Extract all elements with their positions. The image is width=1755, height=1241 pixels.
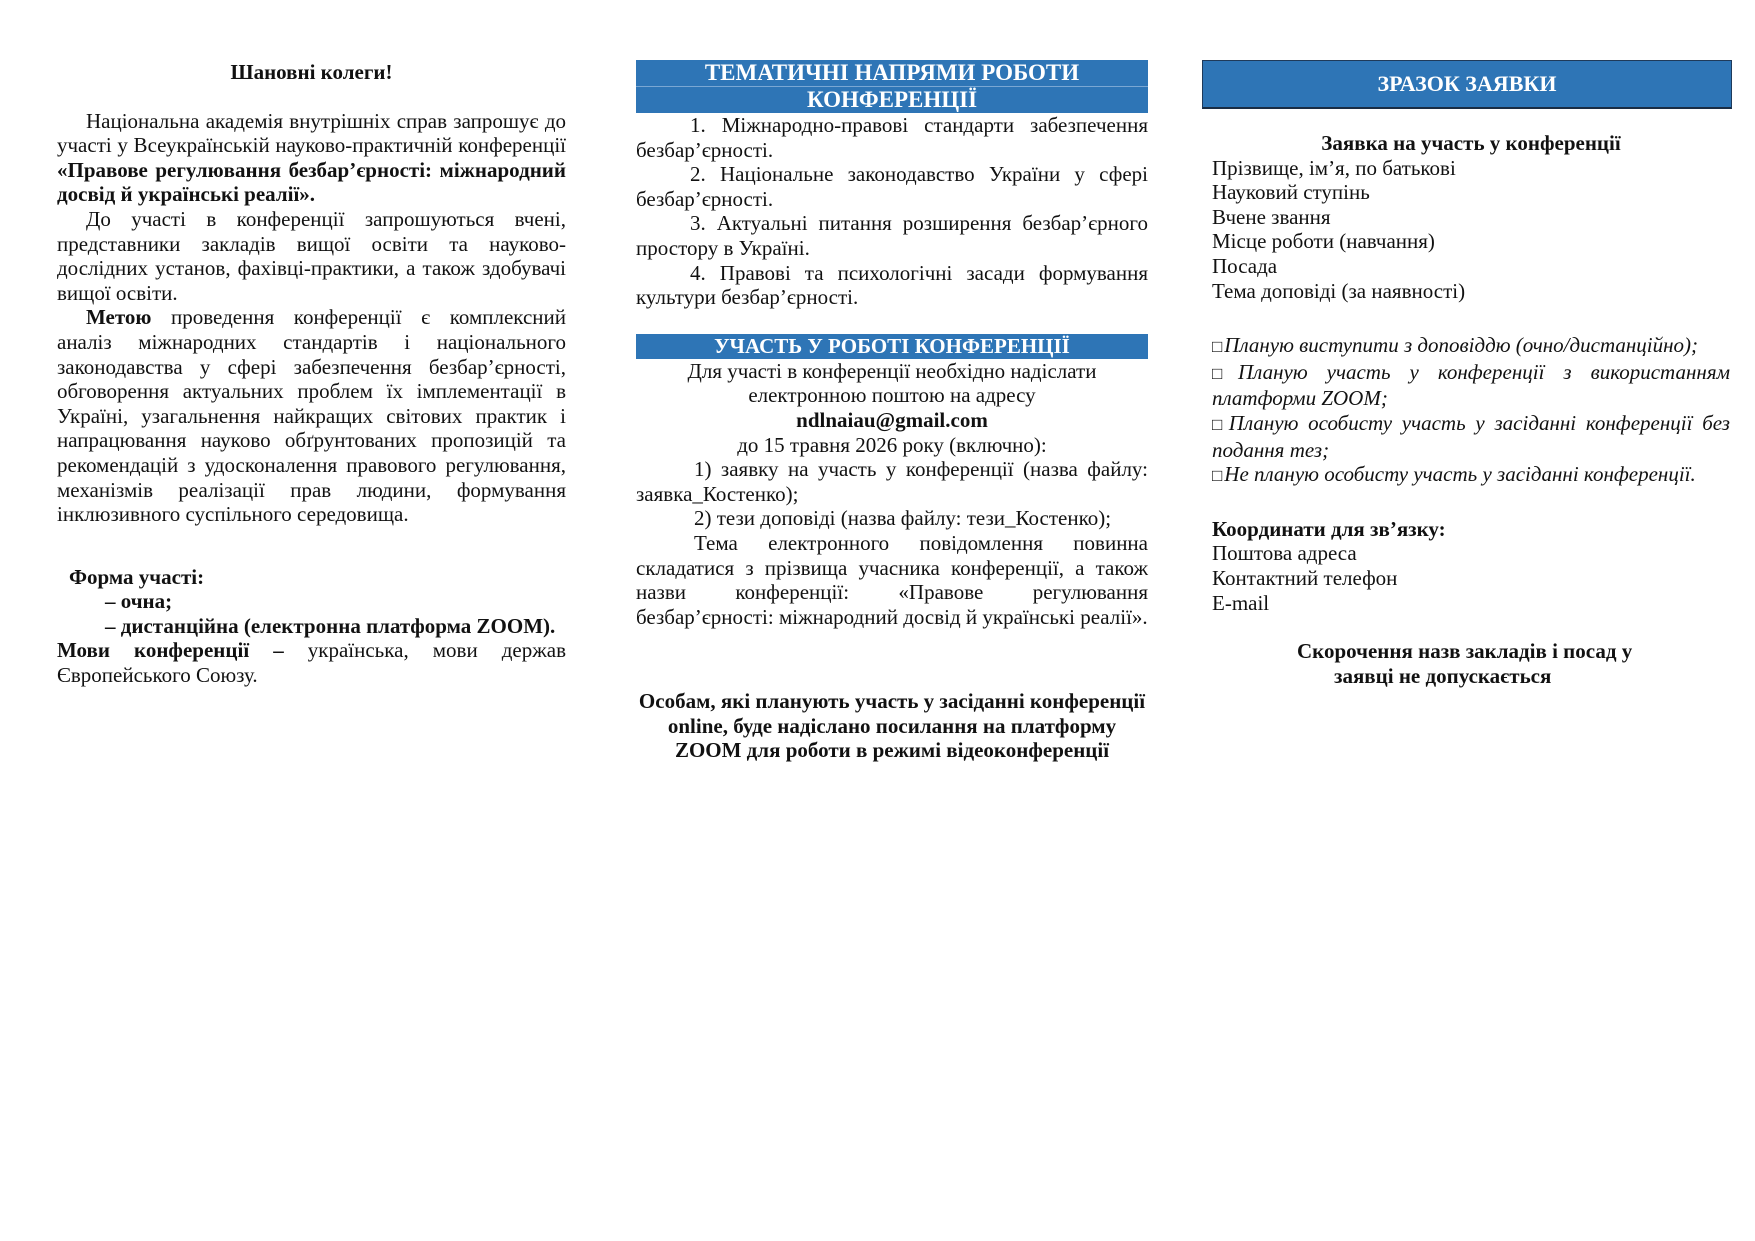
goal-paragraph (57, 305, 566, 526)
topic-item: 3. Актуальні питання розширення безбар’єрного простору в Україні. (636, 211, 1148, 260)
option-present-report[interactable]: □Планую виступити з доповіддю (очно/дистанційно); (1212, 333, 1699, 358)
option-zoom-participation[interactable]: □Планую участь у конференції з використанням платформи ZOOM; (1212, 359, 1730, 411)
checkbox-icon[interactable]: □ (1212, 363, 1237, 383)
send-instruction-line1: Для участі в конференції необхідно надіслати (687, 358, 1097, 383)
languages-label: Мови конференції – (57, 638, 284, 663)
deadline-text: до 15 травня 2026 року (включно): (737, 432, 1047, 457)
languages-paragraph (57, 638, 566, 687)
abbreviation-note-line1: Скорочення назв закладів і посад у (1297, 639, 1633, 664)
field-full-name: Прізвище, ім’я, по батькові (1212, 155, 1456, 180)
form-of-participation-heading: Форма участі: (69, 564, 205, 589)
participation-banner: УЧАСТЬ У РОБОТІ КОНФЕРЕНЦІЇ (636, 334, 1148, 359)
greeting-heading: Шановні колеги! (230, 60, 393, 84)
topics-banner-line1: ТЕМАТИЧНІ НАПРЯМИ РОБОТИ (704, 60, 1080, 85)
topic-item: 4. Правові та психологічні засади формування культури безбар’єрності. (636, 260, 1149, 310)
submission-item-abstract: 2) тези доповіді (назва файлу: тези_Костенко); (694, 506, 1112, 531)
contact-postal-address: Поштова адреса (1212, 541, 1357, 566)
email-subject-instruction: Тема електронного повідомлення повинна складатися з прізвища учасника конференції, а також назви конференції: «Правове регулювання безбар’єрності: міжнародний досвід й українські реалії». (636, 530, 1148, 629)
checkbox-icon[interactable]: □ (1212, 414, 1227, 434)
intro-paragraph (57, 109, 566, 207)
form-item-remote: – дистанційна (електронна платформа ZOOM). (105, 613, 556, 638)
contacts-heading: Координати для зв’язку: (1212, 516, 1446, 541)
contact-email: E-mail (1212, 590, 1270, 615)
column-invitation (57, 60, 566, 688)
field-position: Посада (1212, 253, 1278, 278)
field-workplace: Місце роботи (навчання) (1212, 229, 1435, 254)
checkbox-icon[interactable]: □ (1212, 337, 1223, 357)
topics-banner-line2: КОНФЕРЕНЦІЇ (636, 86, 1148, 113)
column-application-sample (1212, 60, 1730, 688)
form-item-in-person: – очна; (105, 589, 173, 614)
option-attend-without-abstract[interactable]: □Планую особисту участь у засіданні конференції без подання тез; (1212, 410, 1730, 462)
languages-text: українська, мови держав Європейського Союзу. (57, 638, 566, 688)
intro-text: Національна академія внутрішніх справ запрошує до участі у Всеукраїнській науково-практичній конференції (57, 108, 566, 158)
goal-label: Метою (86, 305, 152, 330)
topic-item: 1. Міжнародно-правові стандарти забезпечення безбар’єрності. (636, 113, 1148, 162)
field-academic-degree: Науковий ступінь (1212, 180, 1370, 205)
topic-item: 2. Національне законодавство України у сфері безбар’єрності. (636, 162, 1148, 211)
application-sample-banner: ЗРАЗОК ЗАЯВКИ (1202, 60, 1732, 109)
field-academic-title: Вчене звання (1212, 204, 1331, 229)
online-participation-note: Особам, які планують участь у засіданні конференції online, буде надіслано посилання на платформу ZOOM для роботи в режимі відеоконференції (638, 689, 1146, 763)
application-form-title: Заявка на участь у конференції (1321, 131, 1621, 155)
field-report-topic: Тема доповіді (за наявності) (1212, 278, 1466, 303)
submission-item-application: 1) заявку на участь у конференції (назва файлу: заявка_Костенко); (636, 457, 1148, 506)
abbreviation-note-line2: заявці не допускається (1334, 663, 1552, 688)
contact-phone: Контактний телефон (1212, 565, 1398, 590)
topics-list (636, 113, 1148, 310)
column-topics-participation (636, 60, 1148, 763)
send-instruction-line2: електронною поштою на адресу (748, 383, 1036, 408)
goal-text: проведення конференції є комплексний аналіз міжнародних стандартів і національного законодавства у сфері забезпечення безбар’єрності, обговорення актуальних проблем їх імплементації в Україні, узагальнення найкращих світових практик і напрацювання науково обґрунтованих пропозицій та рекомендацій з удосконалення правового регулювання, механізмів реалізації прав людини, формування інклюзивного суспільного середовища. (57, 305, 566, 527)
invitees-paragraph: До участі в конференції запрошуються вчені, представники закладів вищої освіти та науково-дослідних установ, фахівці-практики, а також здобувачі вищої освіти. (57, 206, 566, 305)
option-not-attending[interactable]: □Не планую особисту участь у засіданні конференції. (1212, 462, 1696, 487)
checkbox-icon[interactable]: □ (1212, 466, 1223, 486)
contact-email-link[interactable]: ndlnaiau@gmail.com (796, 407, 988, 432)
topics-banner (636, 60, 1148, 113)
application-fields (1212, 156, 1730, 304)
conference-title: «Правове регулювання безбар’єрності: міжнародний досвід й українські реалії». (57, 157, 566, 207)
participation-options (1212, 333, 1730, 489)
